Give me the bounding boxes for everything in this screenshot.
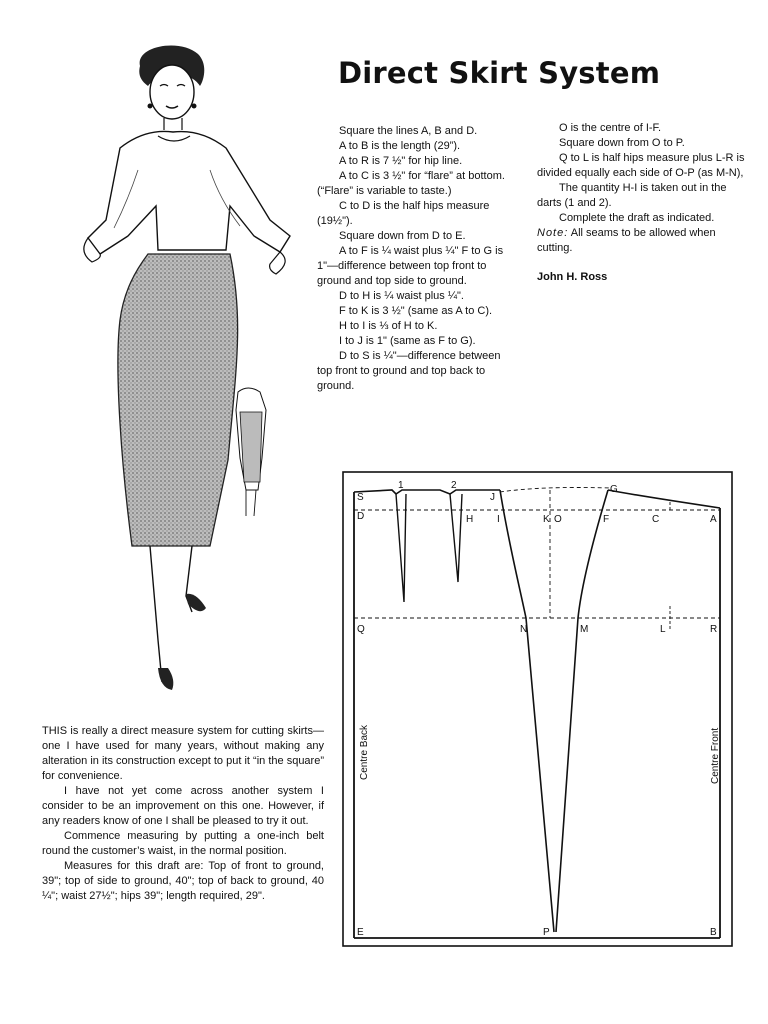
- instruction-line: Square down from D to E.: [339, 230, 466, 242]
- note-text: All seams to be allowed when cutting.: [537, 227, 716, 254]
- point-label: A: [710, 514, 717, 525]
- point-label: C: [652, 514, 660, 525]
- instruction-line: The quantity H-I is taken out in the darts (1 and 2).: [537, 182, 727, 209]
- point-label: S: [357, 492, 364, 503]
- point-label: F: [603, 514, 610, 525]
- point-label: J: [490, 492, 495, 503]
- front-side-seam: [556, 490, 608, 932]
- intro-paragraph: Measures for this draft are: Top of front to ground, 39"; top of side to ground, 40"; top of back to ground, 40 ¼"; waist 27½"; hips 39"; length required, 29".: [42, 860, 324, 902]
- point-label: 2: [451, 480, 457, 491]
- instruction-line: A to F is ¼ waist plus ¼" F to G is 1"—difference between top front to ground and top side to ground.: [317, 245, 504, 287]
- note-label: Note:: [537, 227, 569, 239]
- point-label: I: [497, 514, 500, 525]
- instructions-column-1: [317, 124, 517, 394]
- point-label: E: [357, 927, 364, 938]
- point-label: O: [554, 514, 562, 525]
- dart-2: [450, 494, 462, 582]
- instruction-line: A to R is 7 ½" for hip line.: [339, 155, 463, 167]
- point-label: P: [543, 927, 550, 938]
- back-waist: [354, 490, 500, 494]
- instruction-line: H to I is ⅓ of H to K.: [339, 320, 438, 332]
- instruction-line: Square the lines A, B and D.: [339, 125, 478, 137]
- instruction-line: F to K is 3 ½" (same as A to C).: [339, 305, 493, 317]
- centre-front-label: Centre Front: [710, 727, 721, 784]
- point-label: 1: [398, 480, 404, 491]
- fashion-illustration: [40, 40, 310, 700]
- point-label: Q: [357, 624, 365, 635]
- instruction-line: Q to L is half hips measure plus L-R is divided equally each side of O-P (as M-N),: [537, 152, 745, 179]
- instruction-line: D to S is ¼"—difference between: [339, 350, 501, 362]
- article-title: Direct Skirt System: [338, 56, 661, 90]
- point-label: K: [543, 514, 550, 525]
- intro-paragraph: THIS is really a direct measure system for cutting skirts—one I have used for many years, without making any alteration in its construction except to put it “in the square” for convenience.: [42, 725, 324, 782]
- instruction-line: D to H is ¼ waist plus ¼".: [339, 290, 464, 302]
- skirt-draft-diagram: [340, 470, 740, 950]
- point-label: H: [466, 514, 474, 525]
- author: John H. Ross: [537, 271, 608, 283]
- instruction-line: A to B is the length (29”).: [339, 140, 461, 152]
- front-waist: [608, 490, 720, 508]
- note: [537, 226, 752, 256]
- instruction-line: Complete the draft as indicated.: [559, 212, 715, 224]
- point-label: N: [520, 624, 528, 635]
- instruction-line: A to C is 3 ½" for “flare” at bottom. (“Flare” is variable to taste.): [317, 170, 505, 197]
- point-label: L: [660, 624, 666, 635]
- point-label: M: [580, 624, 589, 635]
- instruction-line: I to J is 1" (same as F to G).: [339, 335, 476, 347]
- back-side-seam: [500, 490, 554, 932]
- draft-frame: [343, 472, 732, 946]
- intro-paragraph: I have not yet come across another system I consider to be an improvement on this one. However, if any readers know of one I shall be pleased to try it out.: [42, 785, 324, 827]
- instruction-line: C to D is the half hips measure (19½").: [317, 200, 490, 227]
- instruction-line: Square down from O to P.: [559, 137, 685, 149]
- point-label: R: [710, 624, 718, 635]
- instructions-column-2: [537, 121, 752, 285]
- instruction-line: top front to ground and top back to ground.: [317, 365, 486, 392]
- point-label: B: [710, 927, 717, 938]
- centre-back-label: Centre Back: [359, 724, 370, 780]
- instruction-line: O is the centre of I-F.: [559, 122, 662, 134]
- intro-column: [42, 724, 324, 904]
- point-label: D: [357, 511, 365, 522]
- point-label: G: [610, 484, 618, 495]
- intro-paragraph: Commence measuring by putting a one-inch belt round the customer’s waist, in the normal position.: [42, 830, 324, 857]
